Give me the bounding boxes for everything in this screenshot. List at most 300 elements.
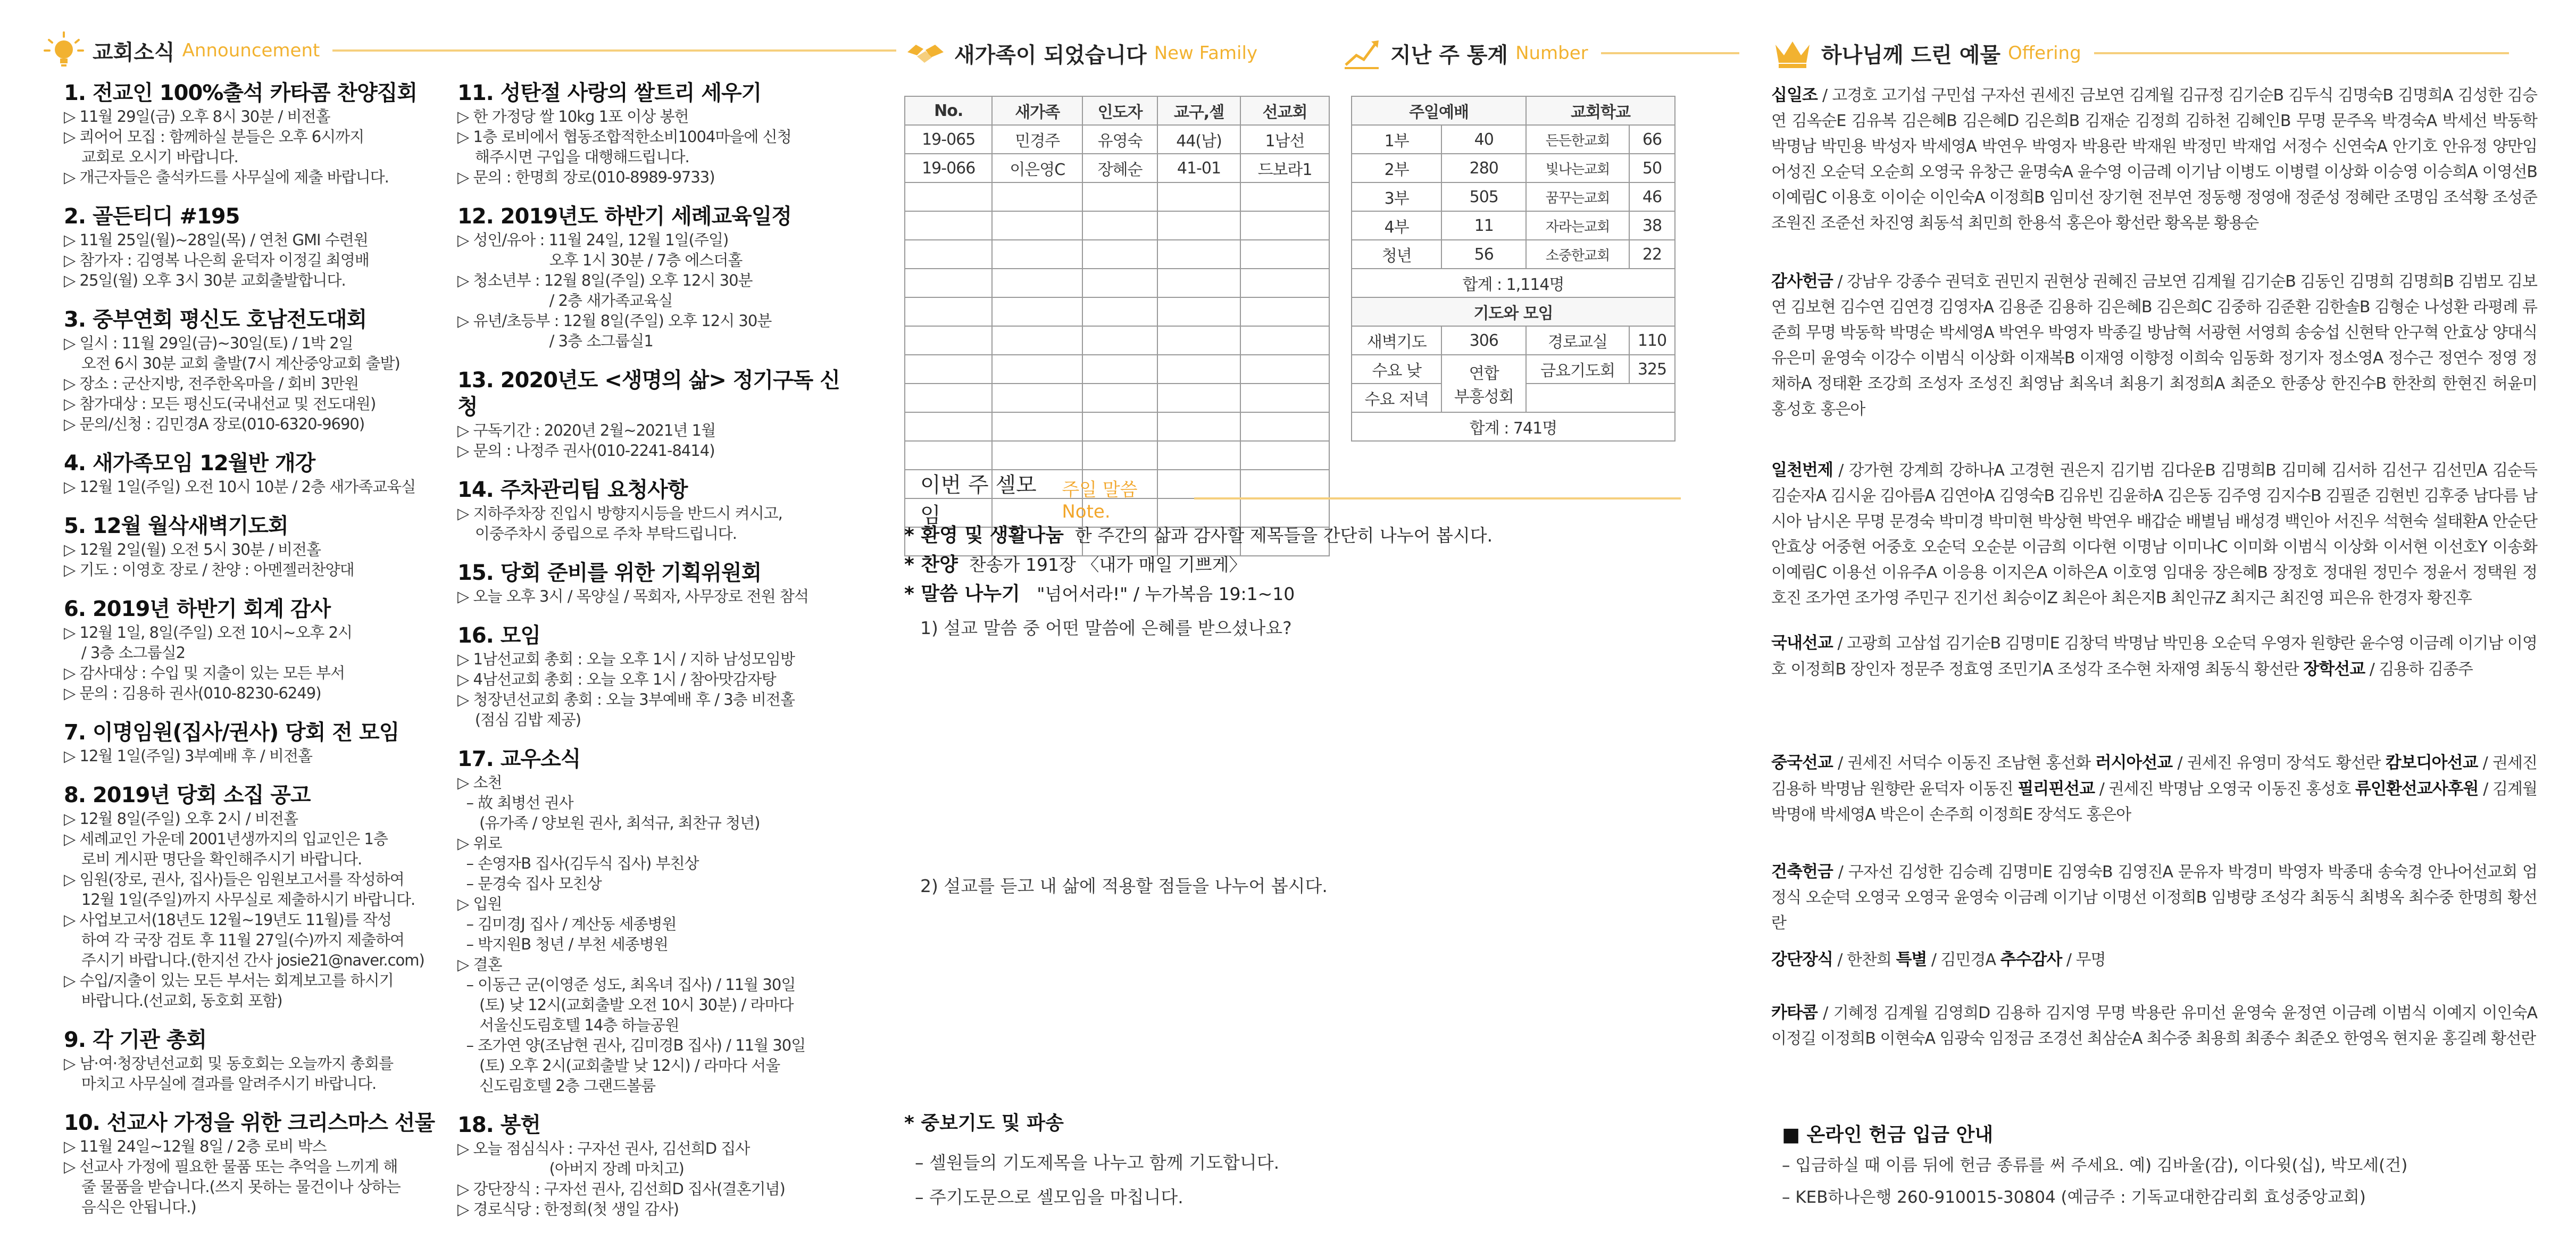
announcement-item-title: 2. 골든티디 #195 [64,204,240,229]
offering-header [1771,29,2509,77]
announcement-list-left [64,80,447,1233]
announcement-line: ▷ 참가대상 : 모든 평신도(국내선교 및 전도대원) [64,395,376,413]
announcement-item-title: 14. 주차관리팀 요청사항 [457,478,688,502]
bank-info-line-2: – KEB하나은행 260-910015-30804 (예금주 : 기독교대한감리회 효성중앙교회) [1782,1188,2366,1207]
stats-total-row [1352,269,1675,297]
announcement-line: ▷ 개근자들은 출석카드를 사무실에 제출 바랍니다. [64,168,389,186]
school-name: 자라는교회 [1526,211,1629,240]
prayer-name: 새벽기도 [1352,326,1441,355]
empty-cell [905,326,992,355]
announcement-line: ▷ 일시 : 11월 29일(금)~30일(토) / 1박 2일 [64,334,353,352]
announcement-line: ▷ 12월 1일(주일) 3부예배 후 / 비전홀 [64,747,312,765]
announcement-line: (토) 낮 12시(교회출발 오전 10시 30분) / 라마다 [457,996,794,1014]
empty-cell [1240,412,1329,441]
announcement-item-title: 10. 선교사 가정을 위한 크리스마스 선물 [64,1111,435,1135]
announcement-line: – 손영자B 집사(김두식 집사) 부친상 [457,854,699,872]
empty-cell [905,355,992,384]
empty-cell [992,297,1082,326]
school-name: 소중한교회 [1526,240,1629,269]
empty-cell [1082,240,1157,269]
announcement-line: ▷ 12월 8일(주일) 오후 2시 / 비전홀 [64,810,298,828]
empty-row [905,240,1329,269]
announcement-line: 줄 물품을 받습니다.(쓰지 못하는 물건이나 상하는 [64,1178,401,1196]
announcement-line: – 김미경J 집사 / 계산동 세종병원 [457,915,677,933]
stats-total-2: 합계 : 741명 [1352,412,1675,441]
header-rule [332,49,896,52]
announcement-line: ▷ 문의 : 한명희 장로(010-8989-9733) [457,168,715,186]
announcement-line: ▷ 결혼 [457,955,502,973]
announcement-line: ▷ 기도 : 이영호 장로 / 찬양 : 아멘젤러찬양대 [64,561,354,579]
announcement-line: ▷ 4남선교회 총회 : 오늘 오후 1시 / 참아맛감자탕 [457,670,776,688]
last-week-title: 지난 주 통계 [1390,43,1508,68]
offering-title-en: Offering [2007,43,2081,64]
empty-cell [1082,326,1157,355]
empty-cell [1157,297,1240,326]
announcement-line: 해주시면 구입을 대행해드립니다. [457,148,689,166]
cell-item-welcome: * 환영 및 생활나눔 한 주간의 삶과 감사할 제목들을 간단히 나누어 봅시다. [904,525,1493,546]
announcement-line: ▷ 임원(장로, 권사, 집사)들은 임원보고서를 작성하여 [64,870,404,888]
stats-table [1351,96,1675,442]
announcement-line: ▷ 장소 : 군산지방, 전주한옥마을 / 회비 3만원 [64,374,359,393]
union-revival-cell [1441,355,1526,412]
announcement-item-title: 8. 2019년 당회 소집 공고 [64,783,311,808]
union-label: 연합 [1469,364,1499,383]
announcement-line: ▷ 참가자 : 김영복 나은희 윤덕자 이정길 최영배 [64,251,369,269]
table-cell: 41-01 [1157,154,1240,182]
empty-cell [1240,269,1329,297]
new-family-column-header: 교구,셀 [1157,96,1240,125]
lightbulb-icon [43,29,85,72]
announcement-item [457,203,840,351]
stats-total-1: 합계 : 1,114명 [1352,269,1675,297]
empty-cell [1157,211,1240,240]
announcement-line: ▷ 구독기간 : 2020년 2월~2021년 1월 [457,421,716,439]
new-family-column-header: 인도자 [1082,96,1157,125]
announcement-item-title: 12. 2019년도 하반기 세례교육일정 [457,204,792,229]
announcement-list-right [457,80,840,1235]
announcement-line: ▷ 오늘 점심식사 : 구자선 권사, 김선희D 집사 [457,1139,750,1158]
table-row [905,154,1329,182]
offering-donor-names: / 권세진 유영미 장석도 황선란 [2172,754,2386,772]
empty-cell [1157,269,1240,297]
announcement-line: 신도림호텔 2층 그랜드볼룸 [457,1077,656,1095]
empty-cell [1082,355,1157,384]
announcement-line: – 박지원B 청년 / 부천 세종병원 [457,935,668,953]
empty-cell [905,384,992,412]
announcement-line: (유가족 / 양보원 권사, 최석규, 최찬규 청년) [457,814,760,832]
offering-category-label: 필리핀선교 [2018,779,2095,798]
header-rule [1601,52,1739,54]
announcement-line: ▷ 11월 29일(금) 오후 8시 30분 / 비전홀 [64,107,330,126]
announcement-line: (아버지 장례 마치고) [457,1160,684,1178]
header-rule [1194,497,1681,500]
offering-donor-names: / 김민경A [1927,951,2000,969]
stats-row [1352,240,1675,269]
announcement-line: ▷ 12월 1일, 8일(주일) 오전 10시~오후 2시 [64,623,353,642]
announcement-line: ▷ 11월 24일~12월 8일 / 2층 로비 박스 [64,1137,327,1155]
empty-cell [905,269,992,297]
announcement-item [64,1027,447,1094]
empty-cell [1526,384,1675,412]
empty-row [905,326,1329,355]
prayer-name: 수요 저녁 [1352,384,1441,412]
prayer-header: 기도와 모임 [1352,297,1675,326]
service-count: 40 [1441,125,1526,154]
offering-category-label: 캄보디아선교 [2385,753,2478,772]
empty-cell [905,441,992,470]
empty-row [905,355,1329,384]
empty-cell [992,326,1082,355]
school-name: 든든한교회 [1526,125,1629,154]
offering-title: 하나님께 드린 예물 [1821,43,2000,68]
announcement-line: 주시기 바랍니다.(한지선 간사 josie21@naver.com) [64,951,424,969]
new-family-column-header: No. [905,96,992,125]
empty-cell [1240,326,1329,355]
empty-cell [992,182,1082,211]
empty-row [905,297,1329,326]
empty-cell [1240,211,1329,240]
empty-cell [1157,412,1240,441]
table-cell: 이은영C [992,154,1082,182]
announcement-item-title: 1. 전교인 100%출석 카타콤 찬양집회 [64,81,417,105]
new-family-title-en: New Family [1154,43,1258,64]
offering-category-label: 중국선교 [1771,753,1833,772]
offering-column [1771,0,2542,1257]
announcement-item [457,80,840,187]
offering-donor-names: / 권세진 김용하 박명남 원향란 윤덕자 이동진 [1771,754,2537,798]
offering-building: 건축헌금 / 구자선 김성한 김승례 김명미E 김영숙B 김영진A 문유자 박경미 박영자 박종대 송숙경 안나어선교회 엄정식 오순덕 오영국 오영국 윤영숙 이금례 이기남 이명선 이정희B 임병량 조성각 최동식 최병옥 최수중 한명희 황선란 [1771,862,2537,933]
prayer-name: 수요 낮 [1352,355,1441,384]
announcement-item-title: 17. 교우소식 [457,747,581,771]
announcement-line: ▷ 강단장식 : 구자선 권사, 김선희D 집사(결혼기념) [457,1180,785,1198]
school-name: 꿈꾸는교회 [1526,182,1629,211]
offering-donor-names: / 김용하 김종주 [2365,660,2473,679]
announcement-line: ▷ 25일(월) 오후 3시 30분 교회출발합니다. [64,271,346,289]
announcement-line: – 조가연 양(조남현 권사, 김미경B 집사) / 11월 30일 [457,1036,806,1054]
table-cell: 19-066 [905,154,992,182]
announcement-line: / 3층 소그룹실1 [457,332,653,350]
stats-row [1352,154,1675,182]
prayer-count: 325 [1629,355,1675,384]
offering-category-label: 러시아선교 [2095,753,2173,772]
new-family-header-row [905,96,1329,125]
announcement-line: / 2층 새가족교육실 [457,292,673,310]
announcement-item-title: 7. 이명임원(집사/권사) 당회 전 모임 [64,720,399,745]
prayer-row [1352,355,1675,384]
announcement-item [64,203,447,290]
offering-donor-names: / 권세진 박명남 오영국 이동진 홍성호 [2095,780,2355,798]
empty-cell [992,240,1082,269]
announcement-item-title: 18. 봉헌 [457,1113,541,1137]
empty-cell [905,182,992,211]
announcement-line: – 이동근 군(이영준 성도, 최옥녀 집사) / 11월 30일 [457,976,796,994]
empty-cell [1157,441,1240,470]
closing-line-2: – 주기도문으로 셀모임을 마칩니다. [915,1187,1183,1208]
empty-cell [1157,326,1240,355]
announcement-line: ▷ 수입/지출이 있는 모든 부서는 회계보고를 하시기 [64,971,394,989]
empty-cell [905,211,992,240]
service-count: 11 [1441,211,1526,240]
empty-row [905,441,1329,470]
offering-special [1771,947,2537,973]
offering-donor-names: / 권세진 서덕수 이동진 조남현 홍선화 [1832,754,2096,772]
announcement-line: ▷ 문의/신청 : 김민경A 장로(010-6320-9690) [64,415,365,433]
header-rule [2094,52,2509,54]
empty-cell [992,441,1082,470]
table-cell: 19-065 [905,125,992,154]
table-row [905,125,1329,154]
last-week-header [1340,29,1739,77]
announcement-line: ▷ 위로 [457,834,502,852]
empty-cell [1082,182,1157,211]
new-family-column-header: 새가족 [992,96,1082,125]
offering-donor-names: / 김계월 박명애 박세영A 박은이 손주희 이정희E 장석도 홍은아 [1771,780,2537,824]
school-count: 38 [1629,211,1675,240]
empty-cell [1240,441,1329,470]
announcement-line: ▷ 오늘 오후 3시 / 목양실 / 목회자, 사무장로 전원 참석 [457,587,808,605]
announcement-line: 오전 6시 30분 교회 출발(7시 계산중앙교회 출발) [64,354,400,372]
service-name: 청년 [1352,240,1441,269]
cell-meeting-subtitle: 주일 말씀 Note. [1062,479,1138,522]
empty-cell [992,211,1082,240]
empty-cell [905,297,992,326]
offering-category-label: 추수감사 [2000,950,2062,969]
empty-cell [1082,384,1157,412]
empty-cell [992,384,1082,412]
prayer-row [1352,326,1675,355]
announcement-line: ▷ 선교사 가정에 필요한 물품 또는 추억을 느끼게 해 [64,1158,398,1176]
announcement-line: ▷ 지하주차장 진입시 방향지시등을 반드시 켜시고, [457,504,782,522]
announcement-item [64,1110,447,1217]
offering-thanks: 감사헌금 / 강남우 강종수 권덕호 권민지 권현상 권혜진 금보연 김계월 김기순B 김동인 김명희 김명희B 김범모 김보연 김보현 김수연 김연경 김영자A 김용준 김용하 김은혜B 김은희C 김중하 김준환 김한솔B 김형순 나성환 라평례 류준희 무명 박동학 박명순 박세영A 박연우 박영자 박종길 방남혁 서광현 서영희 송숭섭 신현탁 안구혁 안효상 양대식 유은미 윤영숙 이강수 이범식 이상화 이재복B 이재영 이향정 이희숙 임동화 정기자 정소영A 정수근 정연수 정영 정채하A 정태환 조강희 조성자 조성진 최영남 최옥녀 최용기 최정희A 최준오 한종상 한진수B 한찬희 한현진 허윤미 홍성호 홍은아 [1771,272,2537,419]
table-cell: 장혜순 [1082,154,1157,182]
announcement-line: 하여 각 국장 검토 후 11월 27일(수)까지 제출하여 [64,931,405,949]
cell-item-word: * 말씀 나누기 "넘어서라!" / 누가복음 19:1~10 [904,583,1295,605]
announcement-item [64,719,447,766]
offering-category-label: 강단장식 [1771,950,1833,969]
announcement-line: 이중주차시 중립으로 주차 부탁드립니다. [457,525,737,543]
announcement-line: ▷ 11월 25일(월)~28일(목) / 연천 GMI 수련원 [64,231,368,249]
announcement-item [64,80,447,187]
prayer-header-row [1352,297,1675,326]
offering-category-label: 장학선교 [2303,660,2365,679]
announcement-item [457,367,840,461]
offering-thousand: 일천번제 / 강가현 강계희 강하나A 고경현 권은지 김기범 김다운B 김명희B 김미혜 김서하 김선구 김선민A 김순득 김순자A 김시윤 김아름A 김연아A 김영숙B 김유빈 김윤하A 김은동 김주영 김지수B 김필준 김현빈 김후중 남다름 남시아 남시온 무명 문경숙 박미경 박미현 박상현 박연우 배갑순 배별님 배성경 백인아 서진우 석현숙 설태환A 안순단 안효상 어중현 어중호 오순덕 오순분 이금희 이다현 이명남 이미나C 이미화 이범식 이상화 이서현 이선호Y 이송화 이예림C 이용선 이유주A 이응용 이지은A 이하은A 이호영 임대웅 장은혜B 장정호 정대원 정민수 정윤서 정택원 정호진 조가연 조가영 주민구 진기선 최승이Z 최은아 최은지B 최인규Z 최지근 최진영 피은유 한경자 황진후 [1771,461,2537,607]
stats-total-row [1352,412,1675,441]
announcement-line: 마치고 사무실에 결과를 알려주시기 바랍니다. [64,1075,377,1093]
school-name: 빛나는교회 [1526,154,1629,182]
announcement-column [43,0,840,1257]
announcement-item [457,622,840,730]
chart-trend-icon [1340,32,1383,74]
announcement-line: 12월 1일(주일)까지 사무실로 제출하시기 바랍니다. [64,890,415,909]
announcement-line: ▷ 한 가정당 쌀 10kg 1포 이상 봉헌 [457,107,689,126]
announcement-line: – 문경숙 집사 모친상 [457,875,602,893]
announcement-line: ▷ 성인/유아 : 11월 24일, 12월 1일(주일) [457,231,729,249]
announcement-line: ▷ 세례교인 가운데 2001년생까지의 입교인은 1층 [64,830,388,848]
announcement-line: ▷ 입원 [457,895,502,913]
table-cell: 44(남) [1157,125,1240,154]
announcement-line: ▷ 12월 1일(주일) 오전 10시 10분 / 2층 새가족교육실 [64,478,416,496]
crown-icon [1771,32,1814,74]
table-cell: 1남선 [1240,125,1329,154]
announcement-item-title: 13. 2020년도 <생명의 삶> 정기구독 신청 [457,368,840,419]
announcement-item-title: 6. 2019년 하반기 회계 감사 [64,597,331,621]
empty-cell [1082,297,1157,326]
announcement-item [64,306,447,434]
announcement-line: ▷ 1남선교회 총회 : 오늘 오후 1시 / 지하 남성모임방 [457,650,795,668]
announcement-line: / 3층 소그룹실2 [64,644,186,662]
empty-row [905,182,1329,211]
new-family-title: 새가족이 되었습니다 [954,43,1147,68]
prayer-count: 110 [1629,326,1675,355]
announcement-line: ▷ 쾨어어 모집 : 함께하실 분들은 오후 6시까지 [64,128,364,146]
announcement-item-title: 4. 새가족모임 12월반 개강 [64,451,315,476]
school-count: 22 [1629,240,1675,269]
prayer-count: 306 [1441,326,1526,355]
announcement-line: 음식은 안됩니다.) [64,1198,196,1216]
announcement-line: 바랍니다.(선교회, 동호회 포함) [64,992,282,1010]
offering-donor-names: / 무명 [2062,951,2106,969]
middle-column [904,0,1681,1257]
empty-cell [1157,240,1240,269]
empty-cell [1240,240,1329,269]
announcement-line: (토) 오후 2시(교회출발 낮 12시) / 라마다 서울 [457,1056,780,1075]
last-week-title-en: Number [1515,43,1588,64]
announcement-item [64,782,447,1011]
empty-cell [1082,269,1157,297]
announcement-item [457,560,840,606]
announcement-item-title: 5. 12월 월삭새벽기도회 [64,514,288,538]
announcement-title: 교회소식 [93,40,175,65]
stats-row [1352,211,1675,240]
announcement-line: ▷ 문의 : 나정주 권사(010-2241-8414) [457,442,715,460]
stats-row [1352,125,1675,154]
table-cell: 민경주 [992,125,1082,154]
cell-item-praise: * 찬양 찬송가 191장 〈내가 매일 기쁘게〉 [904,554,1247,576]
empty-row [905,211,1329,240]
announcement-line: ▷ 문의 : 김용하 권사(010-8230-6249) [64,684,321,702]
stats-row [1352,182,1675,211]
announcement-line: 교회로 오시기 바랍니다. [64,148,238,166]
cell-meeting-header [920,468,1681,529]
empty-cell [1082,211,1157,240]
prayer-name: 경로교실 [1526,326,1629,355]
empty-cell [1240,297,1329,326]
service-name: 2부 [1352,154,1441,182]
question-1: 1) 설교 말씀 중 어떤 말씀에 은혜를 받으셨나요? [920,618,1292,638]
announcement-line: 오후 1시 30분 / 7층 에스더홀 [457,251,743,269]
announcement-line: ▷ 경로식당 : 한정희(첫 생일 감사) [457,1200,679,1218]
announcement-item-title: 16. 모임 [457,623,541,648]
empty-cell [905,240,992,269]
empty-cell [1082,441,1157,470]
announcement-item [457,477,840,544]
service-count: 280 [1441,154,1526,182]
announcement-line: (점심 김밥 제공) [457,711,581,729]
new-family-header [904,29,1257,77]
announcement-header [43,27,896,74]
announcement-line: 서울신도림호텔 14층 하늘공원 [457,1016,679,1034]
school-header: 교회학교 [1526,96,1675,125]
offering-category-label: 국내선교 [1771,634,1833,653]
empty-row [905,412,1329,441]
service-count: 505 [1441,182,1526,211]
offering-category-label: 특별 [1896,950,1927,969]
announcement-item-title: 3. 중부연회 평신도 호남전도대회 [64,307,367,332]
revival-label: 부흥성회 [1454,388,1514,406]
handshake-icon [904,32,947,74]
announcement-line: ▷ 청소년부 : 12월 8일(주일) 오후 12시 30분 [457,271,753,289]
empty-cell [1240,384,1329,412]
question-2: 2) 설교를 듣고 내 삶에 적용할 점들을 나누어 봅시다. [920,876,1328,896]
school-count: 46 [1629,182,1675,211]
announcement-line: ▷ 소천 [457,773,502,792]
empty-cell [1240,182,1329,211]
closing-line-1: – 셀원들의 기도제목을 나누고 함께 기도합니다. [915,1152,1280,1173]
empty-cell [1240,355,1329,384]
announcement-line: ▷ 1층 로비에서 협동조합적한소비1004마을에 신청 [457,128,791,146]
worship-header: 주일예배 [1352,96,1526,125]
empty-row [905,269,1329,297]
offering-tithe: 십일조 / 고경호 고기섭 구민섭 구자선 권세진 금보연 김계월 김규정 김기순B 김두식 김명숙B 김명희A 김성한 김승연 김옥순E 김유복 김은혜B 김은혜D 김은희B 김재순 김정희 김하천 김혜인B 무명 문주옥 박경숙A 박세선 박동학 박명남 박민용 박성자 박세영A 박연우 박영자 박용란 박재원 박정민 박재업 서정수 신연숙A 안기호 안유정 양만임 어성진 오순덕 오순희 오영국 유창근 윤명숙A 윤수영 이금례 이기남 이병도 이병렬 이상화 이승영 이승희A 이영선B 이예림C 이용호 이이순 이인숙A 이정희B 임미선 장기현 전부연 정동행 정영애 정준성 정혜란 조명임 조석황 조성준 조원진 조준선 차진영 최동석 최민희 한용석 홍은아 황선란 황옥분 황용순 [1771,86,2537,232]
prayer-name: 금요기도회 [1526,355,1629,384]
announcement-item-title: 15. 당회 준비를 위한 기획위원회 [457,561,762,585]
service-name: 4부 [1352,211,1441,240]
cell-meeting-title: 이번 주 셀모임 [920,473,1037,528]
empty-cell [1157,355,1240,384]
offering-donor-names: / 한찬희 [1832,951,1896,969]
table-cell: 유영숙 [1082,125,1157,154]
announcement-item [457,746,840,1096]
school-count: 50 [1629,154,1675,182]
empty-cell [992,269,1082,297]
announcement-item [64,596,447,703]
service-count: 56 [1441,240,1526,269]
announcement-item-title: 9. 각 기관 총회 [64,1028,207,1052]
service-name: 1부 [1352,125,1441,154]
announcement-item [457,1112,840,1219]
announcement-line: – 故 최병선 권사 [457,794,573,812]
announcement-line: 로비 게시판 명단을 확인해주시기 바랍니다. [64,850,362,868]
announcement-line: ▷ 유년/초등부 : 12월 8일(주일) 오후 12시 30분 [457,312,772,330]
offering-catacomb: 카타콤 / 기혜정 김계월 김영희D 김용하 김지영 무명 박용란 유미선 윤영숙 윤정연 이금례 이범식 이예지 이인숙A 이정길 이정희B 이현숙A 임광숙 임정금 조경선 최삼순A 최수중 최용희 최종수 최준오 한영옥 현지윤 홍길례 황선란 [1771,1003,2537,1048]
new-family-column-header: 선교회 [1240,96,1329,125]
empty-cell [1157,182,1240,211]
announcement-line: ▷ 감사대상 : 수입 및 지출이 있는 모든 부서 [64,664,345,682]
announcement-title-en: Announcement [182,40,320,61]
empty-cell [1157,384,1240,412]
stats-header-row [1352,96,1675,125]
bank-info-title: ■ 온라인 헌금 입금 안내 [1782,1124,1994,1146]
empty-cell [1082,412,1157,441]
announcement-line: ▷ 사업보고서(18년도 12월~19년도 11월)를 작성 [64,911,391,929]
announcement-item [64,450,447,497]
service-name: 3부 [1352,182,1441,211]
table-cell: 드보라1 [1240,154,1329,182]
announcement-line: ▷ 12월 2일(월) 오전 5시 30분 / 비전홀 [64,540,321,559]
offering-domestic-mission [1771,630,2537,682]
school-count: 66 [1629,125,1675,154]
closing-label: * 중보기도 및 파송 [904,1112,1064,1134]
announcement-item [64,513,447,580]
empty-row [905,384,1329,412]
offering-foreign-mission [1771,750,2537,828]
offering-donor-names: / 고광희 고삼섭 김기순B 김명미E 김창덕 박명남 박민용 오순덕 우영자 원향란 윤수영 이금례 이기남 이영호 이정희B 장인자 정문주 정효영 조민기A 조성각 조수현 차재영 최동식 황선란 [1771,634,2537,679]
announcement-line: ▷ 청장년선교회 총회 : 오늘 3부예배 후 / 3층 비전홀 [457,690,795,709]
empty-cell [992,355,1082,384]
announcement-item-title: 11. 성탄절 사랑의 쌀트리 세우기 [457,81,762,105]
